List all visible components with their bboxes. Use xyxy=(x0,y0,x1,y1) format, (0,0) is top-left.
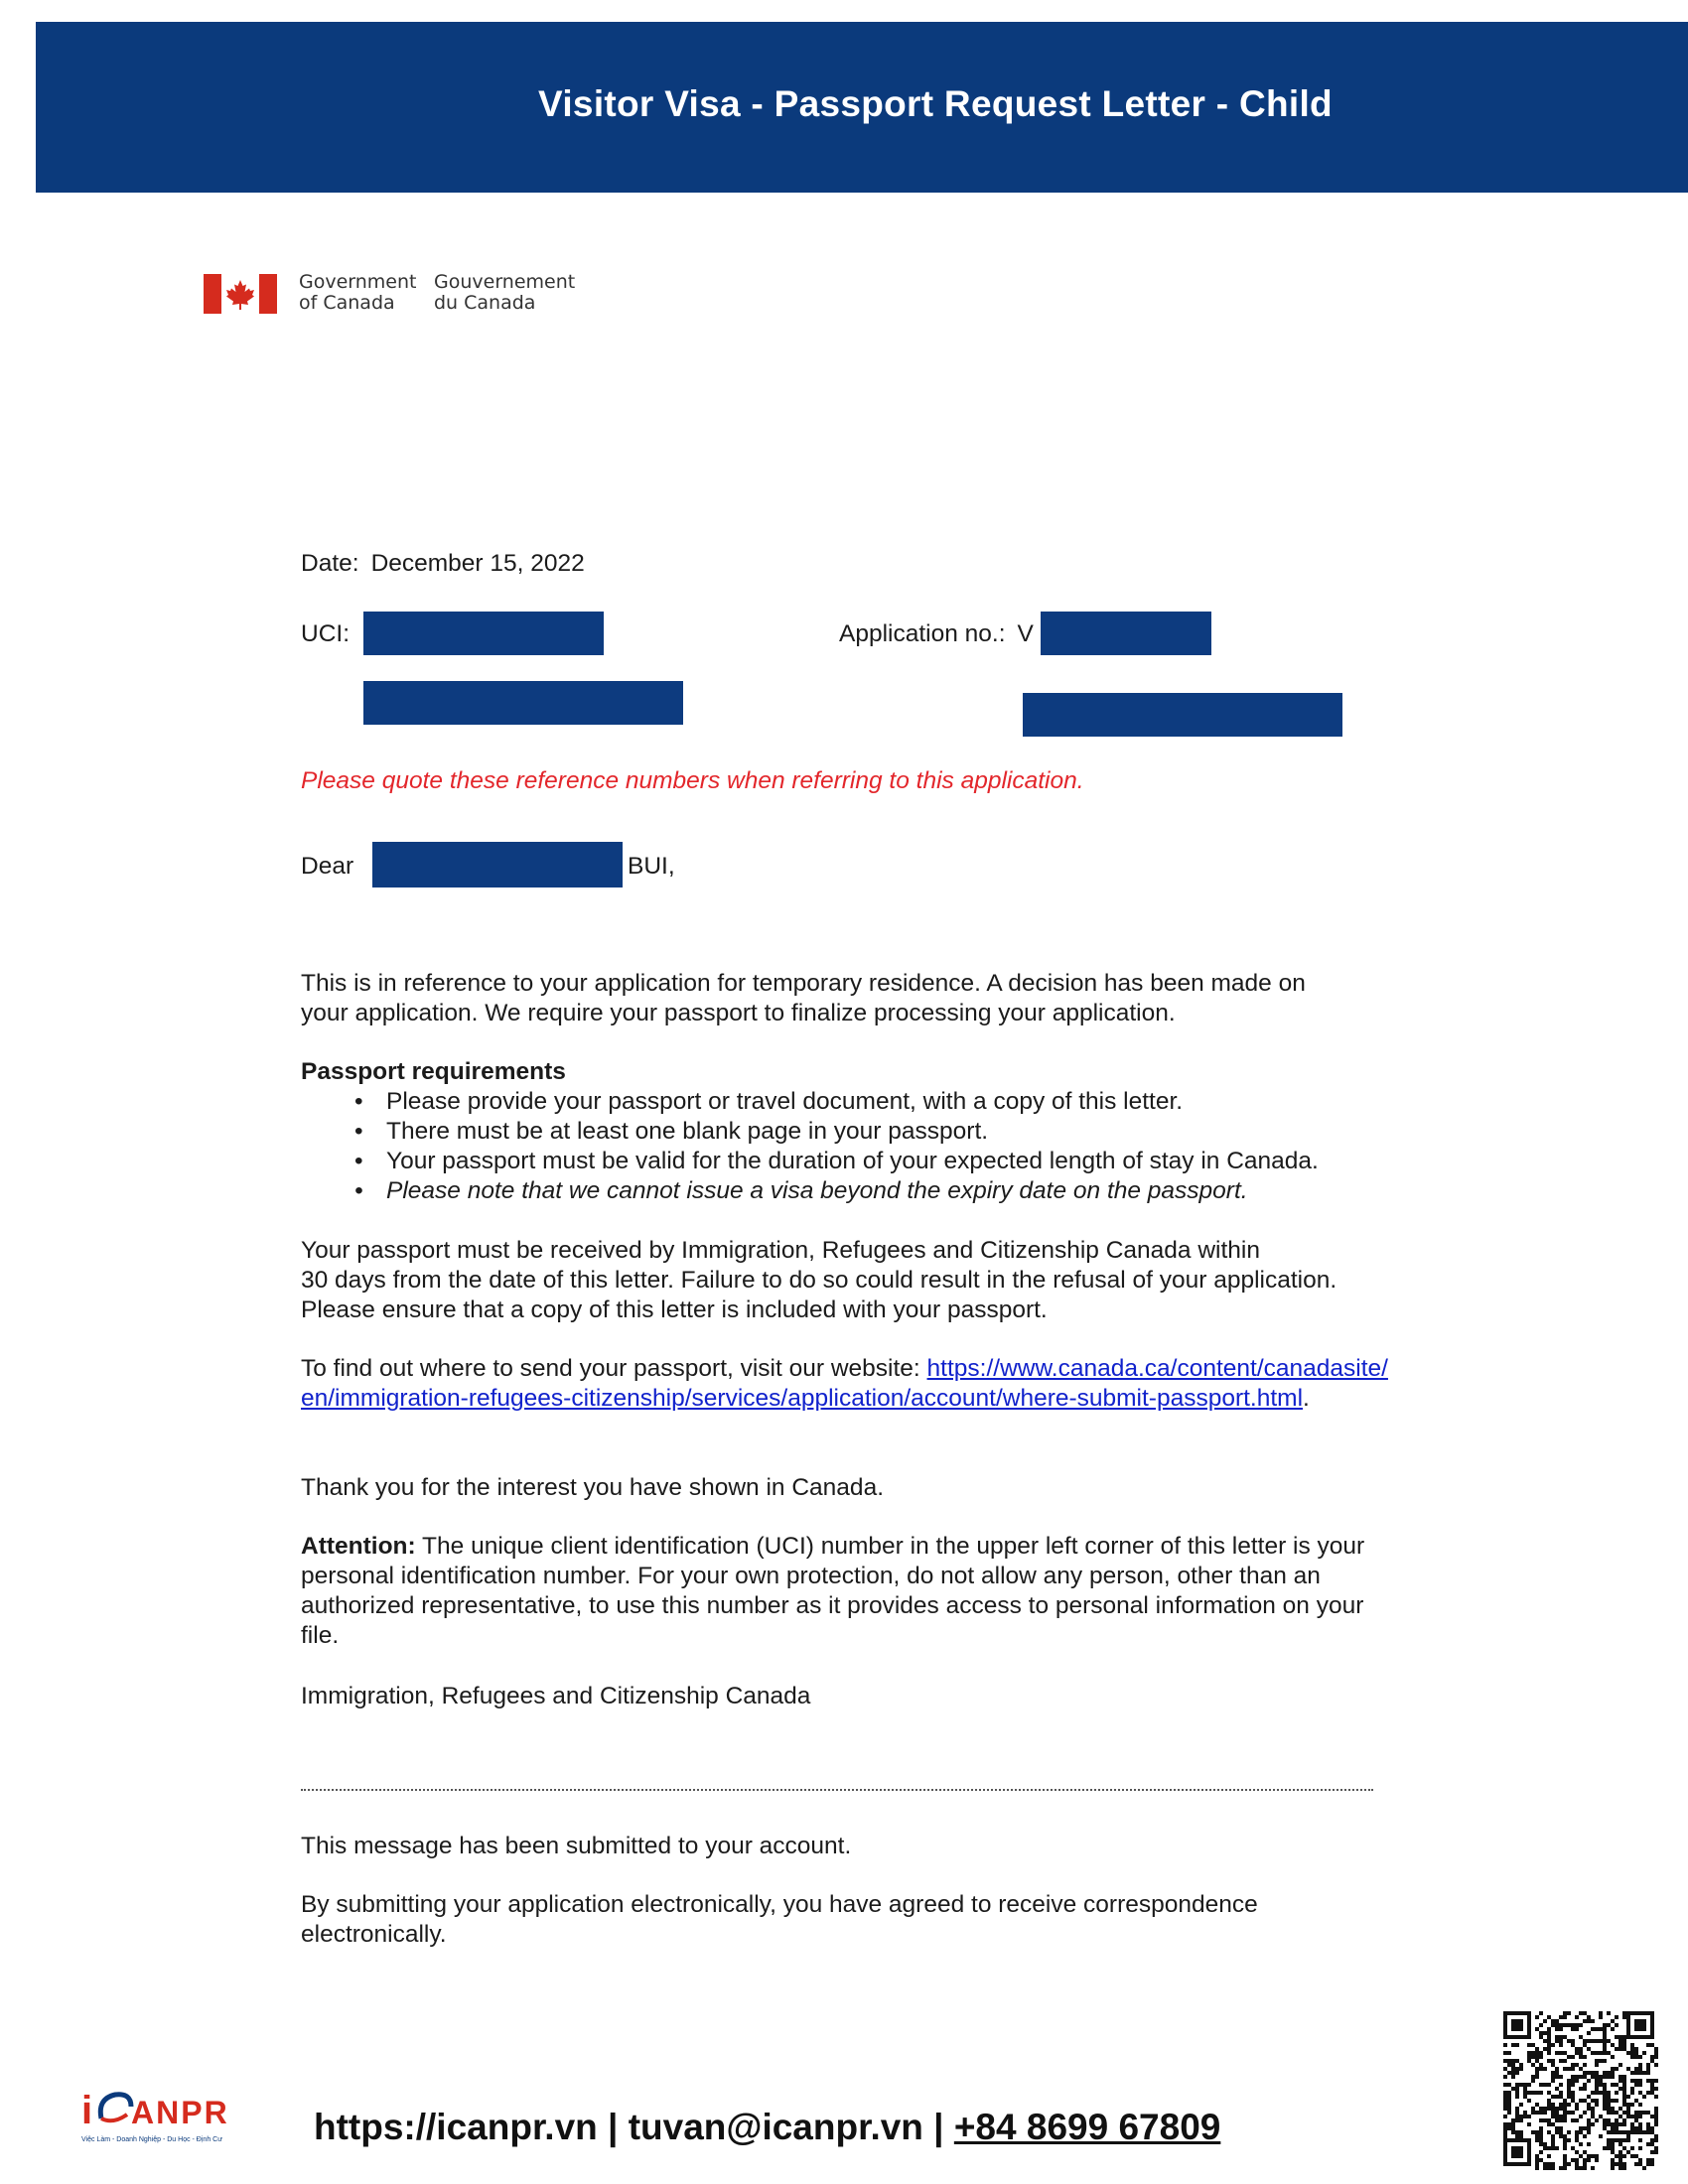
dotted-divider xyxy=(301,1789,1373,1791)
salutation-suffix: BUI, xyxy=(628,853,675,880)
list-item: • Your passport must be valid for the duration of your expected length of stay in Canada. xyxy=(354,1148,1319,1174)
logo-tagline: Việc Làm - Doanh Nghiệp - Du Học - Định Cư xyxy=(81,2136,222,2143)
passport-requirements xyxy=(301,1057,1393,1206)
requirements-heading: Passport requirements xyxy=(301,1058,566,1085)
list-item: • Please note that we cannot issue a visa beyond the expiry date on the passport. xyxy=(354,1177,1248,1204)
globe-swoosh-icon xyxy=(95,2089,135,2128)
icanpr-logo xyxy=(79,2085,258,2154)
requirements-list xyxy=(301,1087,1393,1206)
signature: Immigration, Refugees and Citizenship Canada xyxy=(301,1683,811,1709)
date-value: December 15, 2022 xyxy=(370,550,585,577)
salutation-prefix: Dear xyxy=(301,853,354,880)
application-number-prefix: V xyxy=(1017,620,1034,647)
redacted-uci-secondary xyxy=(363,681,683,725)
logo-prefix: i xyxy=(81,2089,93,2132)
website-prefix: To find out where to send your passport, visit our website: xyxy=(301,1355,920,1382)
website-link[interactable]: https://icanpr.vn xyxy=(314,2107,598,2147)
where-submit-passport-link-continued[interactable]: en/immigration-refugees-citizenship/services/application/account/where-submit-passport.html xyxy=(301,1385,1304,1412)
attention-paragraph xyxy=(301,1532,1383,1651)
redacted-application-number xyxy=(1041,612,1211,655)
list-item: • Please provide your passport or travel document, with a copy of this letter. xyxy=(354,1088,1184,1115)
attention-label: Attention: xyxy=(301,1533,416,1560)
consent-note: By submitting your application electronically, you have agreed to receive correspondence electronically. xyxy=(301,1891,1258,1948)
date-label: Date: xyxy=(301,550,359,577)
email-link[interactable]: tuvan@icanpr.vn xyxy=(628,2107,923,2147)
qr-code xyxy=(1503,2011,1658,2170)
thank-you-line: Thank you for the interest you have shown in Canada. xyxy=(301,1474,884,1501)
where-submit-passport-link[interactable]: https://www.canada.ca/content/canadasite/ xyxy=(926,1355,1388,1382)
redacted-application-number-secondary xyxy=(1023,693,1342,737)
date-line xyxy=(301,549,585,579)
application-number-label: Application no.: xyxy=(839,620,1006,647)
footer-contact-line: https://icanpr.vn | tuvan@icanpr.vn | +84 8699 67809 xyxy=(314,2107,1221,2147)
application-number-line xyxy=(839,619,1034,649)
redacted-uci xyxy=(363,612,604,655)
submitted-note: This message has been submitted to your account. xyxy=(301,1833,852,1859)
page-title: Visitor Visa - Passport Request Letter - Child xyxy=(538,83,1333,124)
uci-label: UCI: xyxy=(301,620,350,647)
website-paragraph: To find out where to send your passport, visit our website: https://www.canada.ca/content/canadasite/ en/immigration-refugees-citizenship/services/application/account/where-submit-passport.html. xyxy=(301,1355,1388,1412)
intro-paragraph: This is in reference to your application for temporary residence. A decision has been made on your application. We require your passport to finalize processing your application. xyxy=(301,970,1306,1026)
redacted-applicant-name xyxy=(372,842,623,887)
logo-wordmark: ANPR xyxy=(131,2095,229,2130)
government-name-english: Government of Canada xyxy=(299,271,417,314)
phone-link[interactable]: +84 8699 67809 xyxy=(953,2107,1221,2147)
deadline-paragraph: Your passport must be received by Immigration, Refugees and Citizenship Canada within 30 days from the date of this letter. Failure to do so could result in the refusal of your application. Please ensure that a copy of this letter is included with your passport. xyxy=(301,1237,1337,1323)
government-name-french: Gouvernement du Canada xyxy=(434,271,576,314)
attention-text: The unique client identification (UCI) number in the upper left corner of this letter is your personal identification number. For your own protection, do not allow any person, other than an authorized representative, to use this number as it provides access to personal information on your file. xyxy=(301,1533,1365,1649)
header-banner xyxy=(36,22,1688,193)
canada-flag-icon xyxy=(204,274,277,314)
list-item: • There must be at least one blank page in your passport. xyxy=(354,1118,989,1145)
reference-note: Please quote these reference numbers when referring to this application. xyxy=(301,767,1084,794)
